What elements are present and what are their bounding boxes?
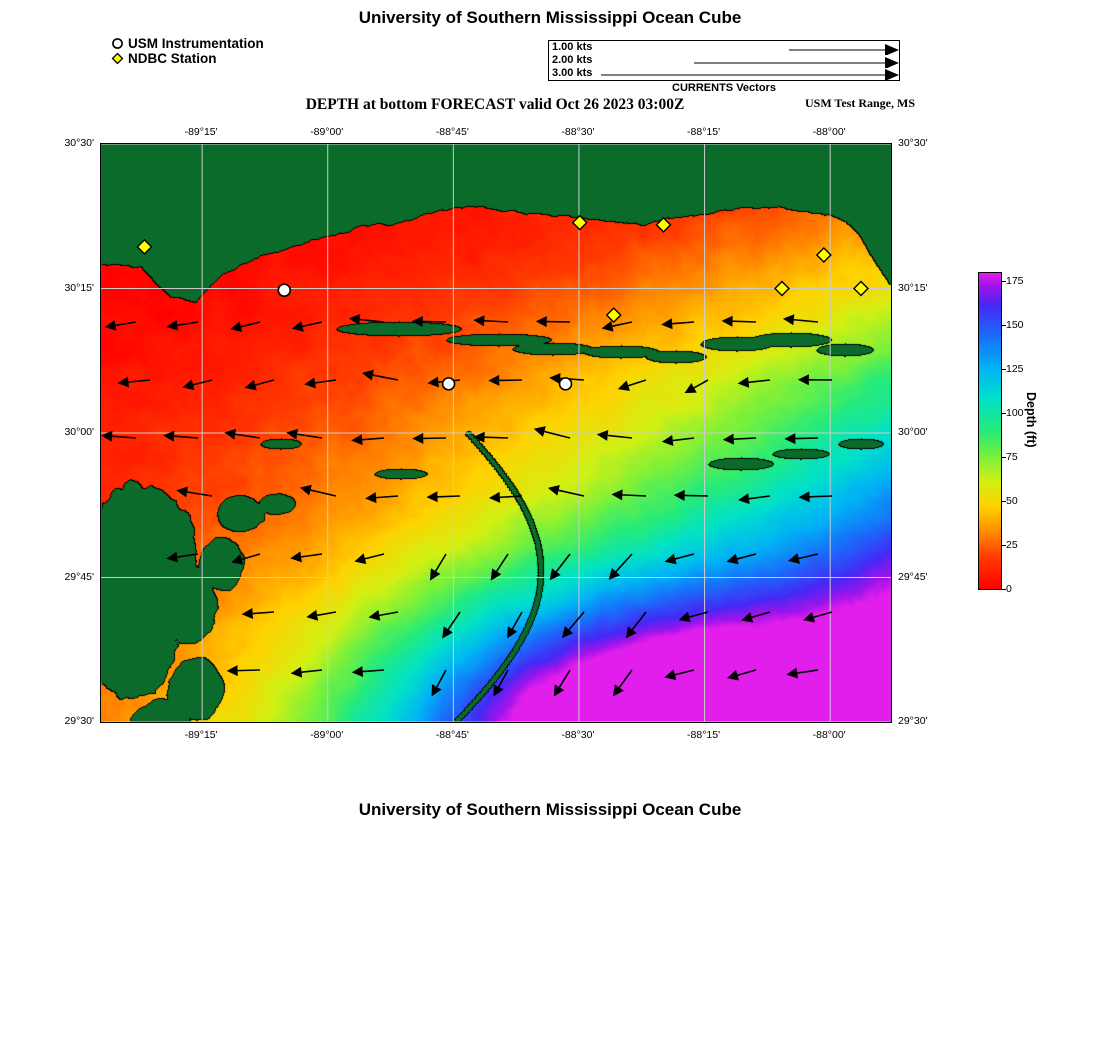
map-y-tick-label-left: 29°30'	[64, 715, 94, 727]
colorbar-tick-label: 175	[1006, 274, 1024, 287]
current-vector-arrow	[665, 554, 694, 565]
colorbar-tick-mark	[1002, 457, 1006, 458]
legend-item-ndbc-label: NDBC Station	[128, 51, 217, 66]
current-vector-arrow	[369, 610, 398, 621]
current-vector-arrow	[432, 670, 446, 696]
current-vector-arrow	[727, 554, 756, 565]
colorbar-tick-label: 100	[1006, 406, 1024, 419]
current-vector-arrow	[473, 315, 508, 326]
current-vector-arrow	[304, 377, 336, 388]
current-vector-arrow	[784, 433, 818, 444]
current-vector-arrow	[536, 316, 570, 327]
current-vector-arrow	[300, 485, 336, 496]
current-vector-arrow	[290, 551, 322, 562]
map-x-tick-label-top: -88°15'	[687, 126, 721, 138]
current-vector-arrow	[362, 370, 398, 381]
current-vector-arrow	[105, 320, 136, 331]
current-vector-arrow	[242, 608, 274, 619]
vector-key-label-1: 1.00 kts	[552, 41, 593, 53]
current-vector-arrow	[741, 612, 770, 623]
colorbar-tick-label: 150	[1006, 318, 1024, 331]
current-vector-arrow	[117, 377, 150, 388]
current-vector-arrow	[602, 321, 632, 332]
current-vector-arrow	[738, 493, 770, 504]
current-vector-arrow	[664, 669, 694, 680]
map-overlay	[101, 144, 891, 722]
vector-key-caption: CURRENTS Vectors	[672, 82, 776, 94]
colorbar-tick-mark	[1002, 325, 1006, 326]
current-vector-arrow	[176, 487, 212, 498]
colorbar-tick-mark	[1002, 369, 1006, 370]
ndbc-station-marker[interactable]	[854, 282, 868, 296]
current-vector-arrow	[412, 433, 446, 444]
usm-instrumentation-marker[interactable]	[443, 378, 455, 390]
current-vector-arrow	[534, 426, 570, 438]
map-y-tick-label-right: 29°45'	[898, 570, 928, 583]
current-vector-arrow	[611, 489, 646, 500]
vector-key-row-3	[549, 68, 901, 81]
colorbar-tick-mark	[1002, 281, 1006, 282]
diamond-marker-icon	[108, 52, 126, 65]
circle-marker-icon	[108, 37, 126, 50]
legend-item-usm-label: USM Instrumentation	[128, 36, 264, 51]
map-x-tick-label-bottom: -88°45'	[435, 729, 469, 741]
current-vector-arrow	[679, 612, 708, 623]
current-vector-arrow	[723, 434, 756, 445]
map-y-tick-label-left: 30°00'	[64, 426, 94, 438]
legend-item-ndbc	[108, 51, 264, 66]
map-x-tick-label-bottom: -88°30'	[561, 729, 595, 741]
current-vector-arrow	[626, 612, 646, 638]
current-vector-arrow	[786, 668, 818, 679]
current-vector-arrow	[597, 430, 632, 441]
colorbar-tick-label: 50	[1006, 494, 1018, 507]
map-x-tick-label-top: -88°00'	[812, 126, 846, 138]
current-vector-arrow	[488, 375, 522, 386]
current-vector-arrow	[554, 670, 570, 697]
colorbar-tick-label: 75	[1006, 450, 1018, 463]
ndbc-station-marker[interactable]	[775, 282, 789, 296]
map-y-tick-label-right: 30°30'	[898, 137, 928, 149]
current-vector-arrow	[618, 380, 646, 391]
page-title: University of Southern Mississippi Ocean Cube	[358, 8, 742, 27]
colorbar-gradient	[978, 272, 1002, 590]
colorbar-tick-label: 0	[1006, 583, 1012, 595]
current-vector-arrow	[738, 377, 770, 388]
current-vector-arrow	[442, 612, 460, 639]
usm-instrumentation-marker[interactable]	[278, 284, 290, 296]
map-x-tick-label-bottom: -88°15'	[687, 729, 721, 741]
ndbc-station-marker[interactable]	[137, 240, 151, 254]
map-y-tick-label-right: 30°00'	[898, 426, 928, 438]
footer-title: University of Southern Mississippi Ocean Cube	[358, 800, 742, 819]
map-x-tick-label-top: -89°00'	[310, 126, 344, 138]
current-vector-arrow	[227, 665, 260, 676]
current-vector-arrow	[727, 670, 756, 681]
colorbar-tick-label: 25	[1006, 538, 1018, 551]
map-y-tick-label-left: 30°30'	[64, 137, 94, 149]
current-vector-arrow	[292, 321, 322, 332]
map-x-tick-label-top: -88°30'	[561, 126, 595, 138]
currents-vector-key	[548, 40, 900, 81]
current-vector-arrow	[167, 320, 198, 331]
current-vector-arrow	[230, 321, 260, 332]
vector-key-row-2	[549, 55, 901, 68]
map-x-tick-label-bottom: -89°15'	[184, 729, 218, 741]
map-x-tick-label-top: -88°45'	[435, 126, 469, 138]
current-vector-arrow	[661, 318, 694, 329]
current-vector-arrow	[803, 612, 832, 623]
map-y-tick-label-right: 29°30'	[898, 715, 928, 727]
current-vector-arrow	[507, 612, 522, 639]
current-vector-arrow	[550, 554, 570, 580]
current-vector-arrow	[291, 667, 322, 678]
map-y-tick-label-left: 30°15'	[64, 281, 94, 294]
current-vector-arrow	[352, 666, 384, 677]
current-vector-arrow	[354, 553, 384, 564]
colorbar-tick-mark	[1002, 545, 1006, 546]
current-vector-arrow	[562, 612, 584, 638]
map-plot-area[interactable]	[100, 143, 892, 723]
map-x-tick-label-bottom: -88°00'	[812, 729, 846, 741]
colorbar-tick-mark	[1002, 589, 1006, 590]
colorbar-tick-mark	[1002, 413, 1006, 414]
current-vector-arrow	[224, 429, 260, 440]
current-vector-arrow	[798, 374, 832, 385]
marker-legend	[108, 36, 264, 66]
current-vector-arrow	[101, 431, 136, 442]
current-vector-arrow	[412, 316, 446, 327]
current-vector-arrow	[349, 314, 384, 325]
current-vector-arrow	[286, 429, 322, 440]
current-vector-arrow	[799, 491, 832, 502]
current-vector-arrow	[245, 380, 274, 391]
current-vector-arrow	[430, 554, 446, 581]
ndbc-station-marker[interactable]	[656, 218, 670, 232]
ndbc-station-marker[interactable]	[573, 216, 587, 230]
current-vector-arrow	[493, 670, 508, 696]
vector-key-row-1	[549, 42, 901, 55]
colorbar-tick-mark	[1002, 501, 1006, 502]
current-vector-arrow	[163, 431, 198, 442]
current-vector-arrow	[351, 434, 384, 445]
ndbc-station-marker[interactable]	[817, 248, 831, 262]
current-vector-arrow	[722, 316, 756, 327]
colorbar-tick-label: 125	[1006, 362, 1024, 375]
map-x-tick-label-top: -89°15'	[184, 126, 218, 138]
map-x-tick-label-bottom: -89°00'	[310, 729, 344, 741]
current-vector-arrow	[182, 380, 212, 391]
current-vector-arrow	[783, 314, 818, 325]
ndbc-station-marker[interactable]	[607, 308, 621, 322]
current-vector-arrow	[426, 491, 460, 502]
colorbar-label: Depth (ft)	[1024, 392, 1038, 448]
current-vector-arrow	[674, 490, 708, 501]
vector-key-label-2: 2.00 kts	[552, 54, 593, 66]
vector-key-label-3: 3.00 kts	[552, 67, 593, 79]
field-title: DEPTH at bottom FORECAST valid Oct 26 2023 03:00Z	[305, 96, 685, 113]
map-y-tick-label-left: 29°45'	[64, 570, 94, 583]
region-label: USM Test Range, MS	[804, 96, 915, 110]
current-vector-arrow	[662, 435, 694, 446]
current-vector-arrow	[491, 554, 508, 581]
current-vector-arrow	[788, 553, 818, 564]
current-vector-arrow	[166, 552, 198, 563]
map-y-tick-label-right: 30°15'	[898, 281, 928, 294]
current-vector-arrow	[609, 554, 632, 580]
current-vector-arrow	[306, 610, 336, 621]
legend-item-usm	[108, 36, 264, 51]
usm-instrumentation-marker[interactable]	[560, 378, 572, 390]
current-vector-arrow	[613, 670, 632, 696]
current-vector-arrow	[231, 554, 260, 565]
current-vector-arrow	[365, 492, 398, 503]
current-vector-arrow	[489, 492, 522, 503]
